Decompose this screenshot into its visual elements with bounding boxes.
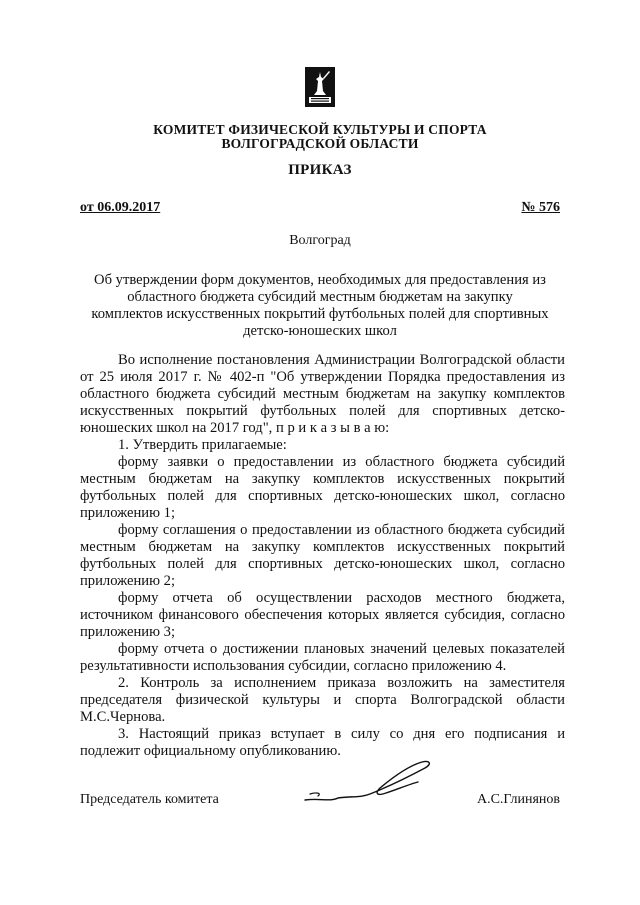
signatory-name: А.С.Глинянов [476, 792, 560, 807]
form-4: форму отчета о достижении плановых значений целевых показателей результативности использования субсидии, согласно приложению 4. [80, 641, 565, 674]
document-subject: Об утверждении форм документов, необходимых для предоставления из областного бюджета субсидий местным бюджетам на закупку комплектов искусственных покрытий футбольных полей для спортивных детско-юношеских школ [91, 272, 549, 339]
form-3: форму отчета об осуществлении расходов местного бюджета, источником финансового обеспечения которых является субсидия, согласно приложению 3; [80, 590, 565, 640]
item-1: 1. Утвердить прилагаемые: [118, 437, 287, 453]
organization-name-line2: ВОЛГОГРАДСКОЙ ОБЛАСТИ [221, 136, 419, 151]
coat-of-arms-icon [305, 67, 335, 107]
document-city: Волгоград [289, 233, 351, 248]
document-date: от 06.09.2017 [80, 200, 161, 215]
form-2: форму соглашения о предоставлении из областного бюджета субсидий местным бюджетам на закупку комплектов искусственных покрытий футбольных полей для спортивных детско-юношеских школ, согласно приложению 2; [80, 522, 565, 589]
preamble-paragraph: Во исполнение постановления Администрации Волгоградской области от 25 июля 2017 г. № 402-п "Об утверждении Порядка предоставления из областного бюджета субсидий местным бюджетам на закупку комплектов искусственных покрытий футбольных полей для спортивных детско-юношеских школ на 2017 год", п р и к а з ы в а ю: [80, 352, 565, 436]
form-1: форму заявки о предоставлении из областного бюджета субсидий местным бюджетам на закупку комплектов искусственных покрытий футбольных полей для спортивных детско-юношеских школ, согласно приложению 1; [80, 454, 565, 521]
item-3: 3. Настоящий приказ вступает в силу со дня его подписания и подлежит официальному опубликованию. [80, 726, 565, 759]
document-body [80, 352, 565, 760]
signatory-position: Председатель комитета [80, 792, 219, 807]
document-title: ПРИКАЗ [288, 162, 352, 178]
item-2: 2. Контроль за исполнением приказа возложить на заместителя председателя физической культуры и спорта Волгоградской области М.С.Чернова. [80, 675, 565, 725]
organization-name-line1: КОМИТЕТ ФИЗИЧЕСКОЙ КУЛЬТУРЫ И СПОРТА [153, 122, 487, 137]
document-number: № 576 [521, 200, 560, 215]
handwritten-signature [300, 758, 440, 808]
